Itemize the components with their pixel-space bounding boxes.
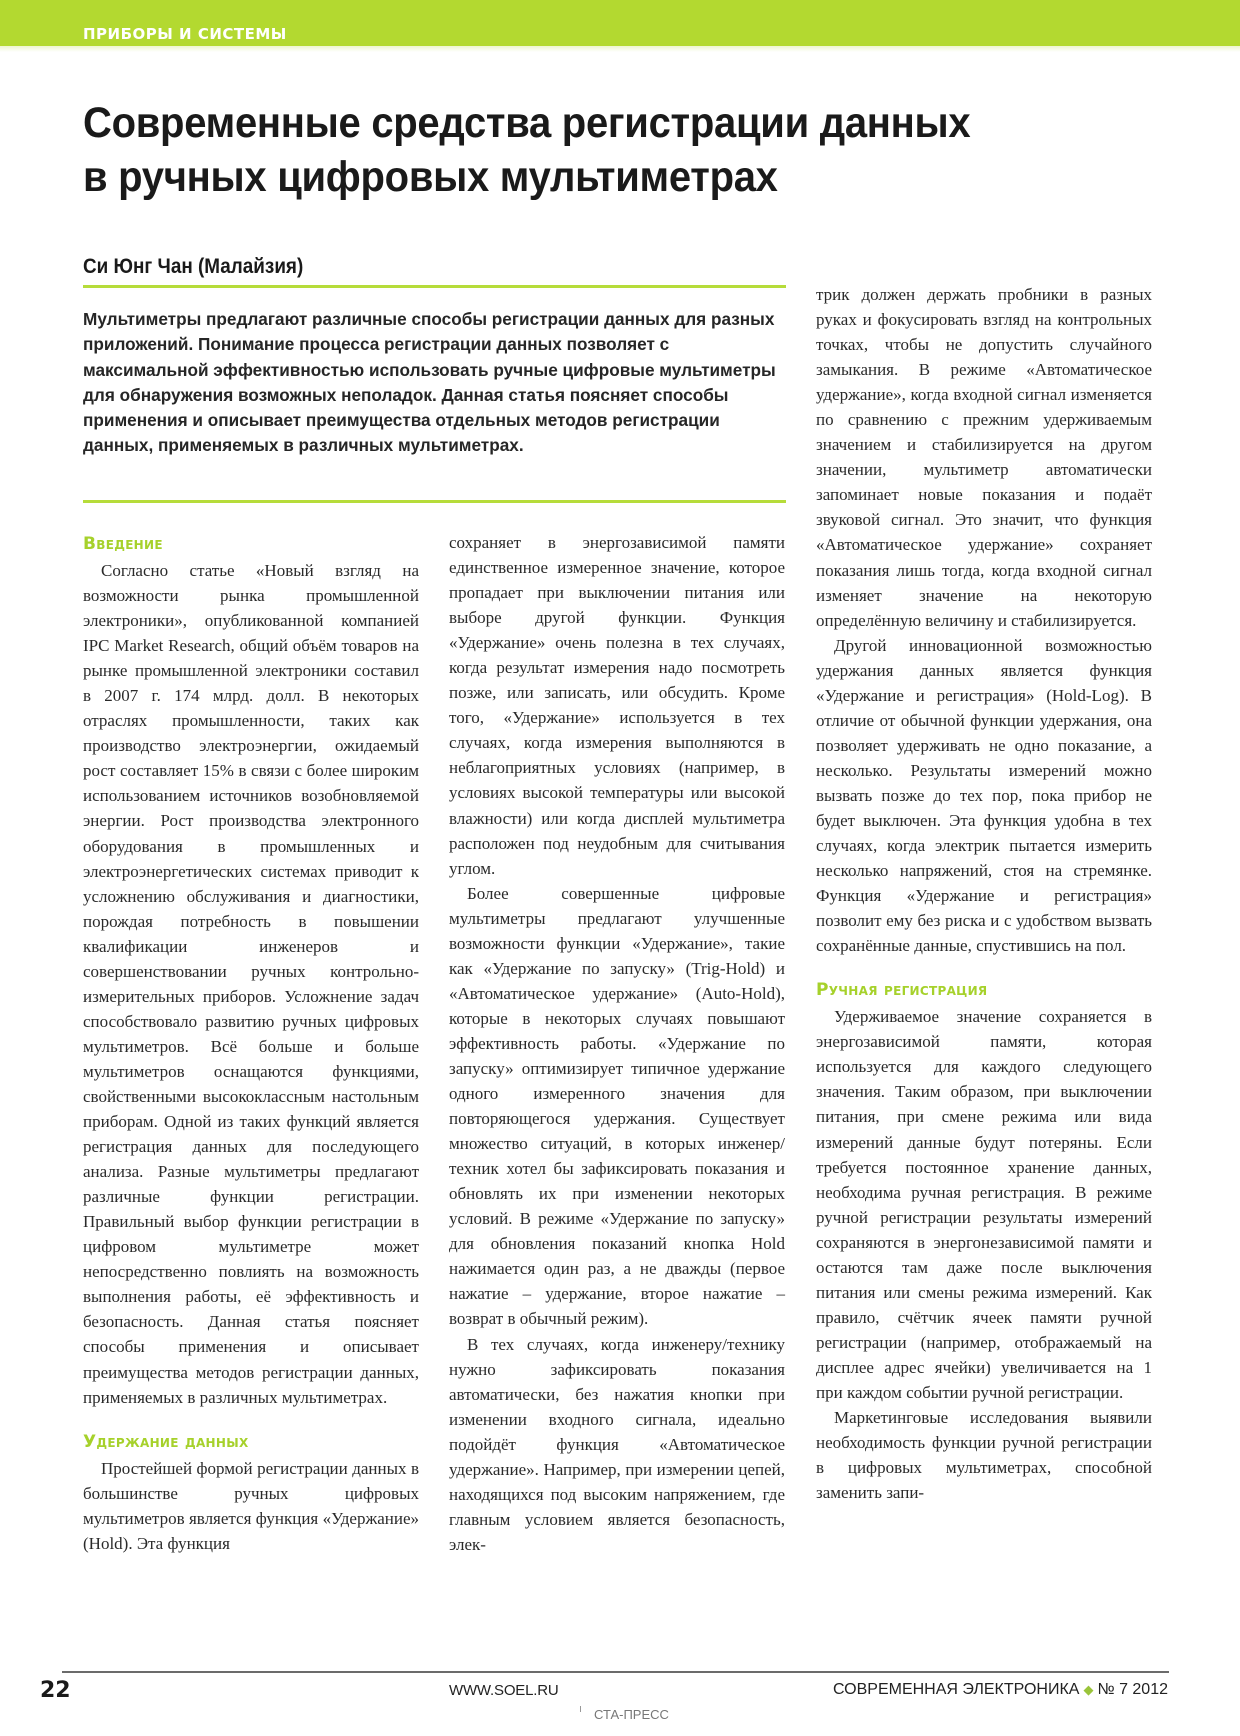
paragraph: Удерживаемое значение сохраняется в энергозависимой памяти, которая используется для каждого следующего значения. Таким образом, при выключении питания, при смене режима или вида измерений данные будут потеряны. Если требуется постоянное хранение данных, необходима ручная регистрация. В режиме ручной регистрации результаты измерений сохраняются в энергонезависимой памяти и остаются там даже после выключения питания или смены режима измерений. Как правило, счётчик ячеек памяти ручной регистрации (например, отображаемый на дисплее адрес ячейки) увеличивается на 1 при каждом событии ручной регистрации. [816, 1007, 1152, 1402]
heading-introduction: Введение [83, 534, 163, 554]
paragraph: Другой инновационной возможностью удержания данных является функция «Удержание и регистрация» (Hold-Log). В отличие от обычной функции удержания, она позволяет удерживать не одно показание, а несколько. Результаты измерений можно вызвать позже до тех пор, пока прибор не будет выключен. Эта функция удобна в тех случаях, когда электрик пытается измерить несколько напряжений, стоя на стремянке. Функция «Удержание и регистрация» позволит ему без риска и с удобством вызвать сохранённые данные, спустившись на пол. [816, 635, 1152, 956]
diamond-separator-icon: ◆ [1083, 1682, 1094, 1697]
footer-divider [62, 1671, 1169, 1673]
paragraph: В тех случаях, когда инженеру/технику нужно зафиксировать показания автоматически, без нажатия кнопки при изменении входного сигнала, идеально подойдёт функция «Автоматическое удержание». Например, при измерении цепей, находящихся под высоким напряжением, где главным условием является безопасность, элек- [449, 1334, 785, 1554]
paragraph: Простейшей формой регистрации данных в большинстве ручных цифровых мультиметров является функция «Удержание» (Hold). Эта функция [83, 1458, 419, 1553]
publisher-mark: СТА-ПРЕСС [594, 1707, 669, 1722]
article-lead: Мультиметры предлагают различные способы регистрации данных для разных приложений. Понимание процесса регистрации данных позволяет с максимальной эффективностью использовать ручные цифровые мультиметры для обнаружения возможных неполадок. Данная статья поясняет способы применения и описывает преимущества отдельных методов регистрации данных, применяемых в различных мультиметрах. [83, 309, 776, 456]
issue-number: № 7 2012 [1097, 1681, 1168, 1698]
heading-manual-logging: Ручная регистрация [816, 980, 988, 1001]
publisher-tick [580, 1706, 581, 1712]
heading-data-hold: Удержание данных [83, 1431, 249, 1452]
journal-info [833, 1681, 1168, 1699]
website-link[interactable]: WWW.SOEL.RU [449, 1682, 559, 1699]
page-number: 22 [40, 1678, 71, 1703]
column-1 [83, 530, 419, 1556]
paragraph: Более совершенные цифровые мультиметры предлагают улучшенные возможности функции «Удержание», такие как «Удержание по запуску» (Trig-Hold) и «Автоматическое удержание» (Auto-Hold), которые в некоторых случаях повышают эффективность работы. «Удержание по запуску» оптимизирует типичное удержание одного измеренного значения для повторяющегося удержания. Существует множество ситуаций, в которых инженер/техник хотел бы зафиксировать показания и обновлять их при изменении некоторых условий. В режиме «Удержание по запуску» для обновления показаний кнопка Hold нажимается один раз, а не дважды (первое нажатие – удержание, второе нажатие – возврат в обычный режим). [449, 883, 785, 1329]
paragraph: трик должен держать пробники в разных руках и фокусировать взгляд на контрольных точках, чтобы не допустить случайного замыкания. В режиме «Автоматическое удержание», когда входной сигнал изменяется по сравнению с прежним удерживаемым значением и стабилизируется на другом значении, мультиметр автоматически запоминает новые показания и подаёт звуковой сигнал. Это значит, что функция «Автоматическое удержание» сохраняет показания лишь тогда, когда входной сигнал изменяет значение на некоторую определённую величину и стабилизируется. [816, 285, 1152, 630]
column-2 [449, 530, 785, 1557]
paragraph: Согласно статье «Новый взгляд на возможности рынка промышленной электроники», опубликованной компанией IPC Market Research, общий объём товаров на рынке промышленной электроники составил в 2007 г. 174 млрд. долл. В некоторых отраслях промышленности, таких как производство электроэнергии, ожидаемый рост составляет 15% в связи с более широким использованием источников возобновляемой энергии. Рост производства электронного оборудования в промышленных и электроэнергетических системах приводит к усложнению обслуживания и диагностики, порождая потребность в повышении квалификации инженеров и совершенствовании ручных контрольно-измерительных приборов. Усложнение задач способствовало развитию ручных цифровых мультиметров. Всё больше и больше мультиметров оснащаются функциями, свойственными высококлассным настольным приборам. Одной из таких функций является регистрация данных для последующего анализа. Разные мультиметры предлагают различные функции регистрации. Правильный выбор функции регистрации в цифровом мультиметре может непосредственно повлиять на возможность выполнения работы, её эффективность и безопасность. Данная статья поясняет способы применения и описывает преимущества методов регистрации данных, применяемых в различных мультиметрах. [83, 561, 419, 1407]
section-label: ПРИБОРЫ И СИСТЕМЫ [83, 25, 287, 43]
paragraph: сохраняет в энергозависимой памяти единственное измеренное значение, которое пропадает при выключении питания или выборе другой функции. Функция «Удержание» очень полезна в тех случаях, когда результат измерения надо посмотреть позже, или записать, или обсудить. Кроме того, «Удержание» используется в тех случаях, когда измерения выполняются в неблагоприятных условиях (например, в условиях высокой температуры или высокой влажности) или когда дисплей мультиметра расположен под неудобным для считывания углом. [449, 533, 785, 878]
column-3 [816, 282, 1152, 1505]
header-shadow [0, 46, 1240, 52]
title-line-1: Современные средства регистрации данных [83, 99, 971, 147]
divider-lead-bottom [83, 500, 786, 503]
divider-top [83, 285, 786, 288]
article-title [83, 96, 1013, 204]
journal-name: СОВРЕМЕННАЯ ЭЛЕКТРОНИКА [832, 1681, 1080, 1698]
paragraph: Маркетинговые исследования выявили необходимость функции ручной регистрации в цифровых мультиметрах, способной заменить запи- [816, 1408, 1152, 1503]
article-author: Си Юнг Чан (Малайзия) [83, 255, 304, 278]
title-line-2: в ручных цифровых мультиметрах [83, 153, 778, 201]
